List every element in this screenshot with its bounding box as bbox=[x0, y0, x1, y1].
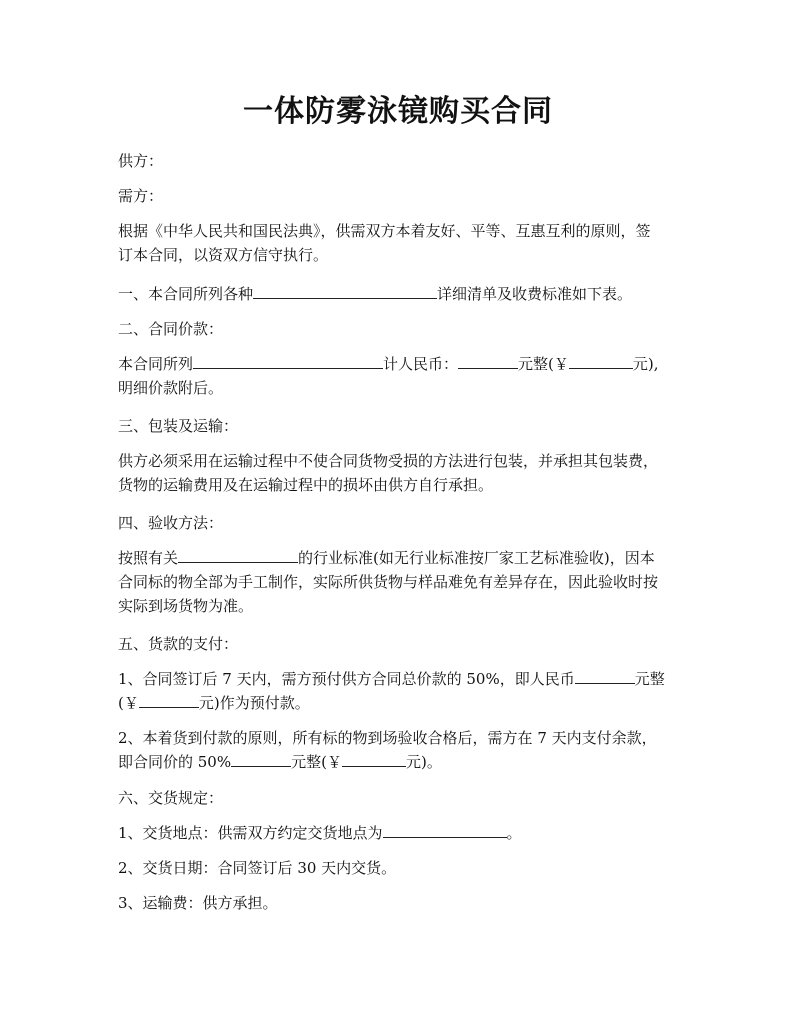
s5-item1-text-d: 元)作为预付款。 bbox=[198, 694, 310, 712]
balance-rmb-blank[interactable] bbox=[231, 750, 291, 767]
s5-item1-line-1 bbox=[118, 667, 684, 691]
section-4-heading: 四、验收方法： bbox=[118, 514, 224, 532]
industry-standard-blank[interactable] bbox=[178, 546, 298, 563]
section-2-heading: 二、合同价款： bbox=[118, 320, 224, 338]
section-6-item-3: 3、运输费：供方承担。 bbox=[118, 894, 278, 912]
s5-item2-text-c: 元)。 bbox=[405, 753, 442, 771]
section-5-item-1 bbox=[118, 667, 684, 715]
section-1 bbox=[118, 282, 684, 306]
section-2-line-2: 明细价款附后。 bbox=[118, 379, 224, 397]
s4-text-a: 按照有关 bbox=[118, 549, 179, 567]
section-6-heading: 六、交货规定： bbox=[118, 789, 224, 807]
s6-item1-text-b: 。 bbox=[506, 824, 522, 842]
section-3-line-2: 货物的运输费用及在运输过程中的损坏由供方自行承担。 bbox=[118, 476, 494, 494]
section-2-body bbox=[118, 352, 684, 400]
document-title: 一体防雾泳镜购买合同 bbox=[243, 94, 553, 129]
s5-item1-text-a: 1、合同签订后 7 天内，需方预付供方合同总价款的 50%，即人民币 bbox=[118, 670, 575, 688]
section-4-line-2: 合同标的物全部为手工制作，实际所供货物与样品难免有差异存在，因此验收时按 bbox=[118, 573, 659, 591]
rmb-amount-blank[interactable] bbox=[458, 352, 518, 369]
s5-item2-text-b: 元整(￥ bbox=[291, 753, 342, 771]
section-4-body bbox=[118, 546, 684, 618]
section-1-suffix: 详细清单及收费标准如下表。 bbox=[437, 285, 633, 303]
contract-items-blank[interactable] bbox=[193, 352, 383, 369]
supplier-label: 供方： bbox=[118, 152, 164, 170]
section-3-body bbox=[118, 449, 684, 497]
section-2-line-1 bbox=[118, 352, 684, 376]
yuan-amount-blank[interactable] bbox=[569, 352, 633, 369]
buyer-line bbox=[118, 184, 684, 208]
s2-text-d: 元), bbox=[632, 355, 659, 373]
s5-item2-text-a: 即合同价的 50% bbox=[118, 753, 232, 771]
s5-item1-line-2 bbox=[118, 691, 684, 715]
s2-text-c: 元整(￥ bbox=[518, 355, 569, 373]
buyer-label: 需方： bbox=[118, 187, 164, 205]
section-1-prefix: 一、本合同所列各种 bbox=[118, 285, 254, 303]
s2-text-b: 计人民币： bbox=[383, 355, 459, 373]
intro-line-1: 根据《中华人民共和国民法典》，供需双方本着友好、平等、互惠互利的原则，签 bbox=[118, 222, 651, 240]
s5-item1-text-b: 元整 bbox=[634, 670, 665, 688]
delivery-place-blank[interactable] bbox=[383, 821, 507, 838]
section-3-line-1: 供方必须采用在运输过程中不使合同货物受损的方法进行包装，并承担其包装费， bbox=[118, 452, 659, 470]
intro-paragraph bbox=[118, 219, 684, 267]
intro-line-2: 订本合同，以资双方信守执行。 bbox=[118, 246, 329, 264]
balance-yuan-blank[interactable] bbox=[342, 750, 406, 767]
s5-item1-text-c: (￥ bbox=[118, 694, 139, 712]
s4-text-b: 的行业标准(如无行业标准按厂家工艺标准验收)，因本 bbox=[298, 549, 655, 567]
s5-item2-line-1: 2、本着货到付款的原则，所有标的物到场验收合格后，需方在 7 天内支付余款， bbox=[118, 729, 657, 747]
section-5-heading: 五、货款的支付： bbox=[118, 635, 239, 653]
section-4-line-1 bbox=[118, 546, 684, 570]
item-name-blank[interactable] bbox=[253, 282, 437, 299]
s2-text-a: 本合同所列 bbox=[118, 355, 194, 373]
prepay-yuan-blank[interactable] bbox=[139, 691, 199, 708]
prepay-rmb-blank[interactable] bbox=[575, 667, 635, 684]
section-6-item-1 bbox=[118, 821, 684, 845]
section-4-line-3: 实际到场货物为准。 bbox=[118, 597, 254, 615]
supplier-line bbox=[118, 149, 684, 173]
s5-item2-line-2 bbox=[118, 750, 684, 774]
section-3-heading: 三、包装及运输： bbox=[118, 417, 239, 435]
section-5-item-2 bbox=[118, 726, 684, 774]
s6-item1-text-a: 1、交货地点：供需双方约定交货地点为 bbox=[118, 824, 383, 842]
section-6-item-2: 2、交货日期：合同签订后 30 天内交货。 bbox=[118, 859, 397, 877]
